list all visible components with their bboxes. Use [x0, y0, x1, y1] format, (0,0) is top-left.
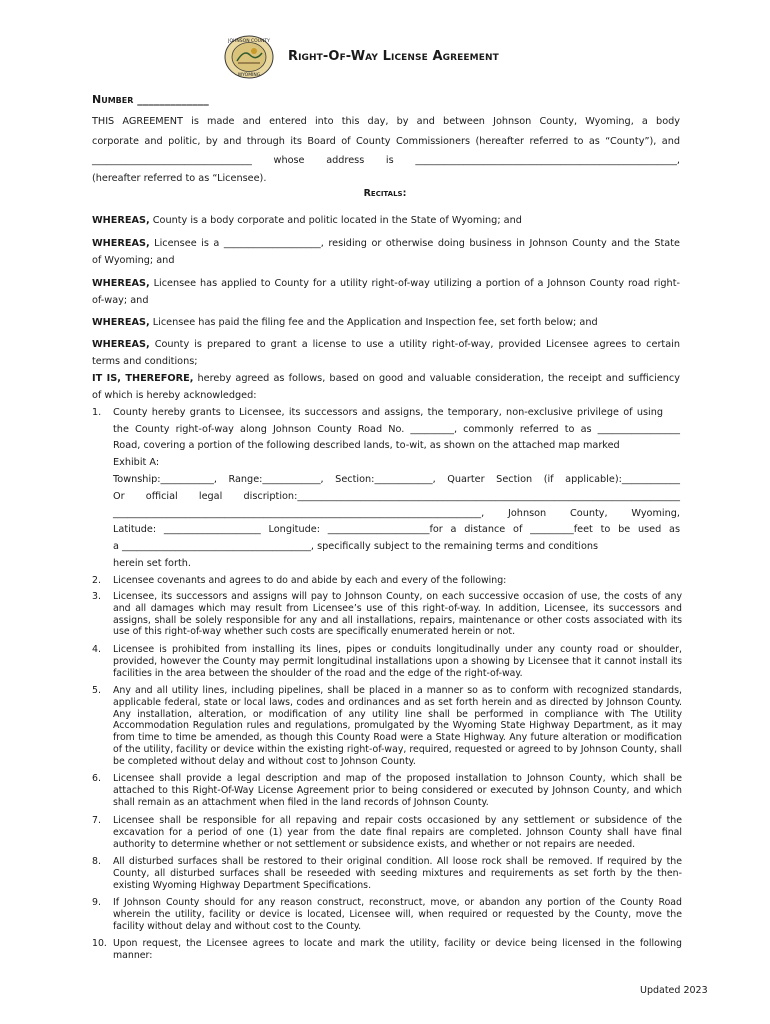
whereas-2b: of Wyoming; and [92, 255, 175, 266]
whereas-lead: WHEREAS, [92, 317, 150, 328]
item-1-line-3: Road, covering a portion of the following described lands, to-wit, as shown on the attached map marked [113, 440, 620, 451]
item-number: 10. [92, 938, 107, 949]
seal-top-text: JOHNSON COUNTY [228, 39, 270, 44]
item-1-line-6: Or official legal discription:_______________________________________________________________________________ [113, 491, 680, 502]
therefore-lead: IT IS, THEREFORE, [92, 373, 194, 384]
whereas-5-text: County is prepared to grant a license to use a utility right-of-way, provided Licensee agrees to certain [154, 339, 680, 350]
whereas-5 [92, 336, 680, 353]
list-item [92, 938, 682, 962]
list-item [92, 773, 682, 808]
list-item [92, 591, 682, 638]
county-seal-logo [224, 35, 274, 79]
therefore-line-2: of which is hereby acknowledged: [92, 390, 257, 401]
item-text: If Johnson County should for any reason construct, reconstruct, move, or abandon any portion of the County Road wherein the utility, facility or device is located, Licensee will, when required or requested by the County, move the facility without delay and without cost to the County. [113, 897, 682, 932]
whereas-lead: WHEREAS, [92, 215, 150, 226]
whereas-4-text: Licensee has paid the filing fee and the Application and Inspection fee, set forth below; and [152, 317, 598, 328]
whereas-3 [92, 275, 680, 292]
item-number: 3. [92, 591, 101, 602]
item-1-line-10: herein set forth. [113, 558, 191, 569]
intro-line-3: _________________________________ whose address is ______________________________________________________, [92, 155, 680, 166]
list-item [92, 644, 682, 679]
whereas-1-text: County is a body corporate and politic located in the State of Wyoming; and [152, 215, 522, 226]
whereas-lead: WHEREAS, [92, 278, 150, 289]
document-title: Right-Of-Way License Agreement [288, 49, 499, 64]
item-number: 6. [92, 773, 101, 784]
item-number: 4. [92, 644, 101, 655]
whereas-2-text: Licensee is a ____________________, residing or otherwise doing business in Johnson County and the State [154, 238, 680, 249]
list-item [92, 685, 682, 768]
whereas-lead: WHEREAS, [92, 339, 150, 350]
item-text: Licensee, its successors and assigns will pay to Johnson County, on each successive occasion of use, the costs of any and all damages which may result from Licensee’s use of this right-of-way. In addition, Licensee, its successors and assigns, shall be solely responsible for any and all installations, repairs, maintenance or other costs associated with its use of this right-of-way whether such costs are specifically enumerated herein or not. [113, 591, 682, 638]
list-item [92, 815, 682, 850]
agreement-number: Number _____________ [92, 93, 209, 106]
therefore-clause [92, 370, 680, 387]
recitals-heading: Recitals: [363, 188, 407, 199]
updated-footer: Updated 2023 [640, 985, 708, 996]
whereas-1 [92, 212, 522, 229]
item-1-line-9: a _______________________________________, specifically subject to the remaining terms and conditions [113, 541, 599, 552]
whereas-5b: terms and conditions; [92, 356, 198, 367]
intro-line-1: THIS AGREEMENT is made and entered into this day, by and between Johnson County, Wyoming, a body [92, 116, 680, 127]
whereas-lead: WHEREAS, [92, 238, 150, 249]
item-number: 8. [92, 856, 101, 867]
item-text: Licensee shall provide a legal description and map of the proposed installation to Johnson County, which shall be attached to this Right-Of-Way License Agreement prior to being considered or executed by Johnson County, and which shall remain as an attachment when filed in the land records of Johnson County. [113, 773, 682, 808]
whereas-2 [92, 235, 680, 252]
item-text: Licensee shall be responsible for all repaving and repair costs occasioned by any settlement or subsidence of the excavation for a period of one (1) year from the date final repairs are completed. Johnson County shall have final authority to determine whether or not settlement or subsidence exists, and whether or not repairs are needed. [113, 815, 682, 850]
therefore-text: hereby agreed as follows, based on good and valuable consideration, the receipt and sufficiency [197, 373, 680, 384]
item-number: 5. [92, 685, 101, 696]
item-1-line-5: Township:___________, Range:____________, Section:____________, Quarter Section (if applicable):____________ [113, 474, 680, 485]
intro-line-4: (hereafter referred to as “Licensee). [92, 173, 267, 184]
whereas-3-text: Licensee has applied to County for a utility right-of-way utilizing a portion of a Johnson County road right- [153, 278, 680, 289]
seal-bottom-text: WYOMING [237, 73, 261, 78]
list-item [92, 572, 682, 589]
item-text: Licensee covenants and agrees to do and abide by each and every of the following: [113, 575, 507, 586]
item-text: Upon request, the Licensee agrees to locate and mark the utility, facility or device being licensed in the following manner: [113, 938, 682, 961]
item-number: 9. [92, 897, 101, 908]
item-text: Licensee is prohibited from installing its lines, pipes or conduits longitudinally under any county road or shoulder, provided, however the County may permit longitudinal installations upon a showing by Licensee that it cannot install its facilities in the area between the shoulder of the road and the edge of the right-of-way. [113, 644, 682, 679]
list-item [92, 897, 682, 932]
item-1-line-2: the County right-of-way along Johnson County Road No. _________, commonly referred to as _________________ [113, 424, 680, 435]
list-item [92, 856, 682, 891]
item-text: Any and all utility lines, including pipelines, shall be placed in a manner so as to conform with recognized standards, applicable federal, state or local laws, codes and ordinances and as set forth herein and as directed by Johnson County. Any installation, alteration, or modification of any utility line shall be performed in compliance with The Utility Accommodation Regulation rules and regulations, promulgated by the Wyoming State Highway Department, as it may from time to time be amended, as though this County Road were a State Highway. Any future alteration or modification of the utility, facility or device within the existing right-of-way, required, requested or agreed to by Johnson County, shall be completed without delay and without cost to Johnson County. [113, 685, 682, 767]
item-1-line-4: Exhibit A: [113, 457, 160, 468]
item-number: 7. [92, 815, 101, 826]
intro-line-2: corporate and politic, by and through its Board of County Commissioners (hereafter referred to as “County”), and [92, 136, 680, 147]
item-number: 2. [92, 575, 101, 586]
item-text: All disturbed surfaces shall be restored to their original condition. All loose rock shall be removed. If required by the County, all disturbed surfaces shall be reseeded with seeding mixtures and requirements as set forth by the then-existing Wyoming Highway Department Specifications. [113, 856, 682, 891]
item-1-number: 1. [92, 407, 102, 418]
item-1-line-8: Latitude: ____________________ Longitude: _____________________for a distance of _________feet to be used as [113, 524, 680, 535]
whereas-3b: of-way; and [92, 295, 149, 306]
item-1-line-7: ____________________________________________________________________________, Johnson County, Wyoming, [113, 508, 680, 519]
item-1-line-1: County hereby grants to Licensee, its successors and assigns, the temporary, non-exclusive privilege of using [113, 407, 663, 418]
whereas-4 [92, 314, 598, 331]
